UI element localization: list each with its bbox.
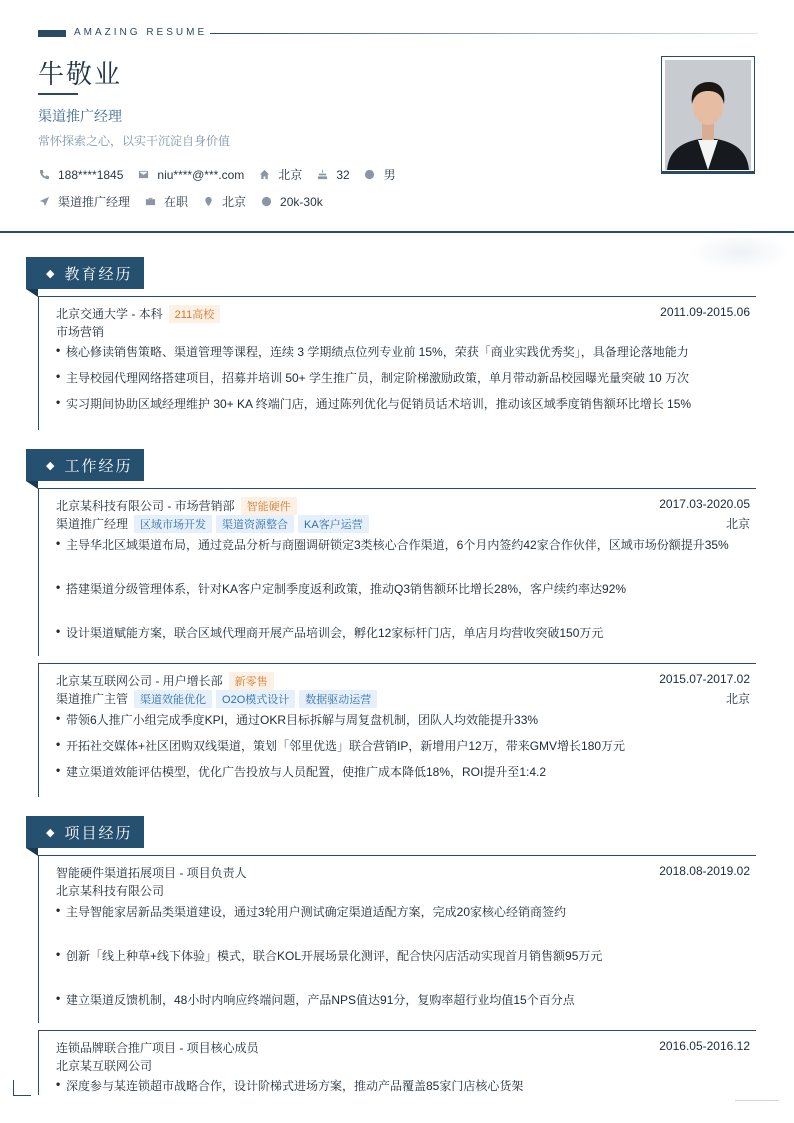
project-name: 连锁品牌联合推广项目 - 项目核心成员 xyxy=(56,1041,259,1055)
money-icon xyxy=(260,196,272,208)
job-title: 渠道推广经理 xyxy=(38,108,122,124)
education-entry xyxy=(38,296,756,430)
work-date: 2015.07-2017.02 xyxy=(659,672,750,686)
education-header-row xyxy=(56,305,750,323)
list-item: • 设计渠道赋能方案，联合区域代理商开展产品培训会，孵化12家标杆门店，单店月均营收突破150万元 xyxy=(56,624,604,640)
section-ribbon-tail xyxy=(26,848,38,856)
hometown-item xyxy=(258,166,302,183)
gender-item xyxy=(364,166,396,183)
decorative-shadow xyxy=(690,232,790,272)
intent-position-item xyxy=(38,193,130,210)
section-title-text: 教育经历 xyxy=(64,265,133,283)
home-icon xyxy=(258,169,270,181)
header-accent-bar xyxy=(38,30,66,37)
section-title-text: 工作经历 xyxy=(64,457,133,475)
list-item: • 带领6人推广小组完成季度KPI，通过OKR目标拆解与周复盘机制，团队人均效能提升33% xyxy=(56,711,539,727)
section-title-education xyxy=(26,257,144,289)
skill-tag: 数据驱动运营 xyxy=(299,690,377,708)
salary-item xyxy=(260,195,323,209)
work-header-row xyxy=(56,672,750,690)
list-item: • 建立渠道效能评估模型，优化广告投放与人员配置，使推广成本降低18%，ROI提升至1:4.2 xyxy=(56,763,547,779)
major-row xyxy=(56,323,750,340)
phone-text: 188****1845 xyxy=(58,167,124,182)
email-text: niu****@***.com xyxy=(157,167,245,182)
motto: 常怀探索之心，以实干沉淀自身价值 xyxy=(38,134,231,148)
location-icon xyxy=(202,196,214,208)
list-item: • 创新「线上种草+线下体验」模式，联合KOL开展场景化测评，配合快闪店活动实现首月销售额95万元 xyxy=(56,947,603,963)
diamond-icon: ◆ xyxy=(46,459,57,472)
section-title-work xyxy=(26,449,144,481)
project-org: 北京某互联网公司 xyxy=(56,1059,153,1073)
profile-photo xyxy=(661,56,755,174)
intent-city-text: 北京 xyxy=(222,195,247,209)
phone-item xyxy=(38,168,123,182)
job-intent-row xyxy=(38,193,337,210)
salary-text: 20k-30k xyxy=(280,194,323,209)
skill-tag: 渠道资源整合 xyxy=(216,515,294,533)
section-title-project xyxy=(26,816,144,848)
industry-tag: 智能硬件 xyxy=(241,497,297,515)
diamond-icon: ◆ xyxy=(46,267,57,280)
gender-icon xyxy=(364,169,376,181)
work-city: 北京 xyxy=(725,517,750,531)
major: 市场营销 xyxy=(56,325,105,339)
section-title-text: 项目经历 xyxy=(64,824,133,842)
project-org-row xyxy=(56,1057,750,1074)
school-tag: 211高校 xyxy=(169,305,221,323)
mail-icon xyxy=(137,169,149,181)
briefcase-icon xyxy=(144,196,156,208)
section-education xyxy=(26,257,144,297)
project-org: 北京某科技有限公司 xyxy=(56,884,165,898)
project-entry xyxy=(38,1030,756,1095)
project-date: 2018.08-2019.02 xyxy=(659,864,750,878)
work-city: 北京 xyxy=(725,692,750,706)
contact-info-row xyxy=(38,166,410,183)
company-name: 北京某科技有限公司 - 市场营销部 xyxy=(56,499,235,513)
page-corner-mark xyxy=(13,1080,31,1096)
list-item: • 搭建渠道分级管理体系，针对KA客户定制季度返利政策，推动Q3销售额环比增长28%，客户续约率达92% xyxy=(56,580,627,596)
name-underline xyxy=(38,93,78,95)
skill-tag: O2O模式设计 xyxy=(216,690,295,708)
candidate-name: 牛敬业 xyxy=(38,59,123,89)
list-item: • 实习期间协助区域经理维护 30+ KA 终端门店，通过陈列优化与促销员话术培训，推动该区域季度销售额环比增长 15% xyxy=(56,395,692,411)
work-header-row xyxy=(56,497,750,515)
role: 渠道推广经理 xyxy=(56,517,129,531)
section-ribbon-tail xyxy=(26,289,38,297)
diamond-icon: ◆ xyxy=(46,826,57,839)
list-item: • 开拓社交媒体+社区团购双线渠道，策划「邻里优选」联合营销IP，新增用户12万，带来GMV增长180万元 xyxy=(56,737,626,753)
page-corner-line xyxy=(735,1100,779,1101)
intent-city-item xyxy=(202,193,246,210)
intent-position-text: 渠道推广经理 xyxy=(58,195,131,209)
age-item xyxy=(316,168,349,182)
project-org-row xyxy=(56,882,750,899)
send-icon xyxy=(38,196,50,208)
skill-tag: 渠道效能优化 xyxy=(134,690,212,708)
phone-icon xyxy=(38,169,50,181)
status-text: 在职 xyxy=(164,195,189,209)
work-role-row xyxy=(56,690,750,708)
header-top-divider xyxy=(210,33,758,34)
industry-tag: 新零售 xyxy=(229,672,274,690)
skill-tag: 区域市场开发 xyxy=(134,515,212,533)
email-item xyxy=(137,168,244,182)
section-work xyxy=(26,449,144,489)
age-text: 32 xyxy=(336,167,350,182)
header-divider xyxy=(0,231,794,233)
work-entry xyxy=(38,488,756,656)
work-date: 2017.03-2020.05 xyxy=(659,497,750,511)
school-name: 北京交通大学 - 本科 xyxy=(56,307,163,321)
work-role-row xyxy=(56,515,750,533)
brand-label: AMAZING RESUME xyxy=(74,27,208,38)
role: 渠道推广主管 xyxy=(56,692,129,706)
company-name: 北京某互联网公司 - 用户增长部 xyxy=(56,674,223,688)
skill-tag: KA客户运营 xyxy=(298,515,369,533)
section-ribbon-tail xyxy=(26,481,38,489)
project-header-row xyxy=(56,1039,750,1056)
gender-text: 男 xyxy=(383,168,396,182)
section-project xyxy=(26,816,144,856)
list-item: • 建立渠道反馈机制，48小时内响应终端问题，产品NPS值达91分，复购率超行业均值15个百分点 xyxy=(56,991,575,1007)
project-name: 智能硬件渠道拓展项目 - 项目负责人 xyxy=(56,866,247,880)
hometown-text: 北京 xyxy=(278,168,303,182)
list-item: • 深度参与某连锁超市战略合作，设计阶梯式进场方案，推动产品覆盖85家门店核心货架 xyxy=(56,1077,524,1093)
work-entry xyxy=(38,663,756,797)
education-date: 2011.09-2015.06 xyxy=(660,305,750,319)
photo-underline xyxy=(661,171,755,174)
list-item: • 主导智能家居新品类渠道建设，通过3轮用户测试确定渠道适配方案，完成20家核心经销商签约 xyxy=(56,903,567,919)
cake-icon xyxy=(316,169,328,181)
project-entry xyxy=(38,855,756,1023)
project-date: 2016.05-2016.12 xyxy=(659,1039,750,1053)
avatar xyxy=(665,60,751,170)
status-item xyxy=(144,193,188,210)
project-header-row xyxy=(56,864,750,881)
list-item: • 主导华北区域渠道布局，通过竞品分析与商圈调研锁定3类核心合作渠道，6个月内签约42家合作伙伴，区域市场份额提升35% xyxy=(56,536,729,552)
list-item: • 核心修读销售策略、渠道管理等课程，连续 3 学期绩点位列专业前 15%，荣获「商业实践优秀奖」，具备理论落地能力 xyxy=(56,343,689,359)
list-item: • 主导校园代理网络搭建项目，招募并培训 50+ 学生推广员，制定阶梯激励政策，单月带动新品校园曝光量突破 10 万次 xyxy=(56,369,690,385)
